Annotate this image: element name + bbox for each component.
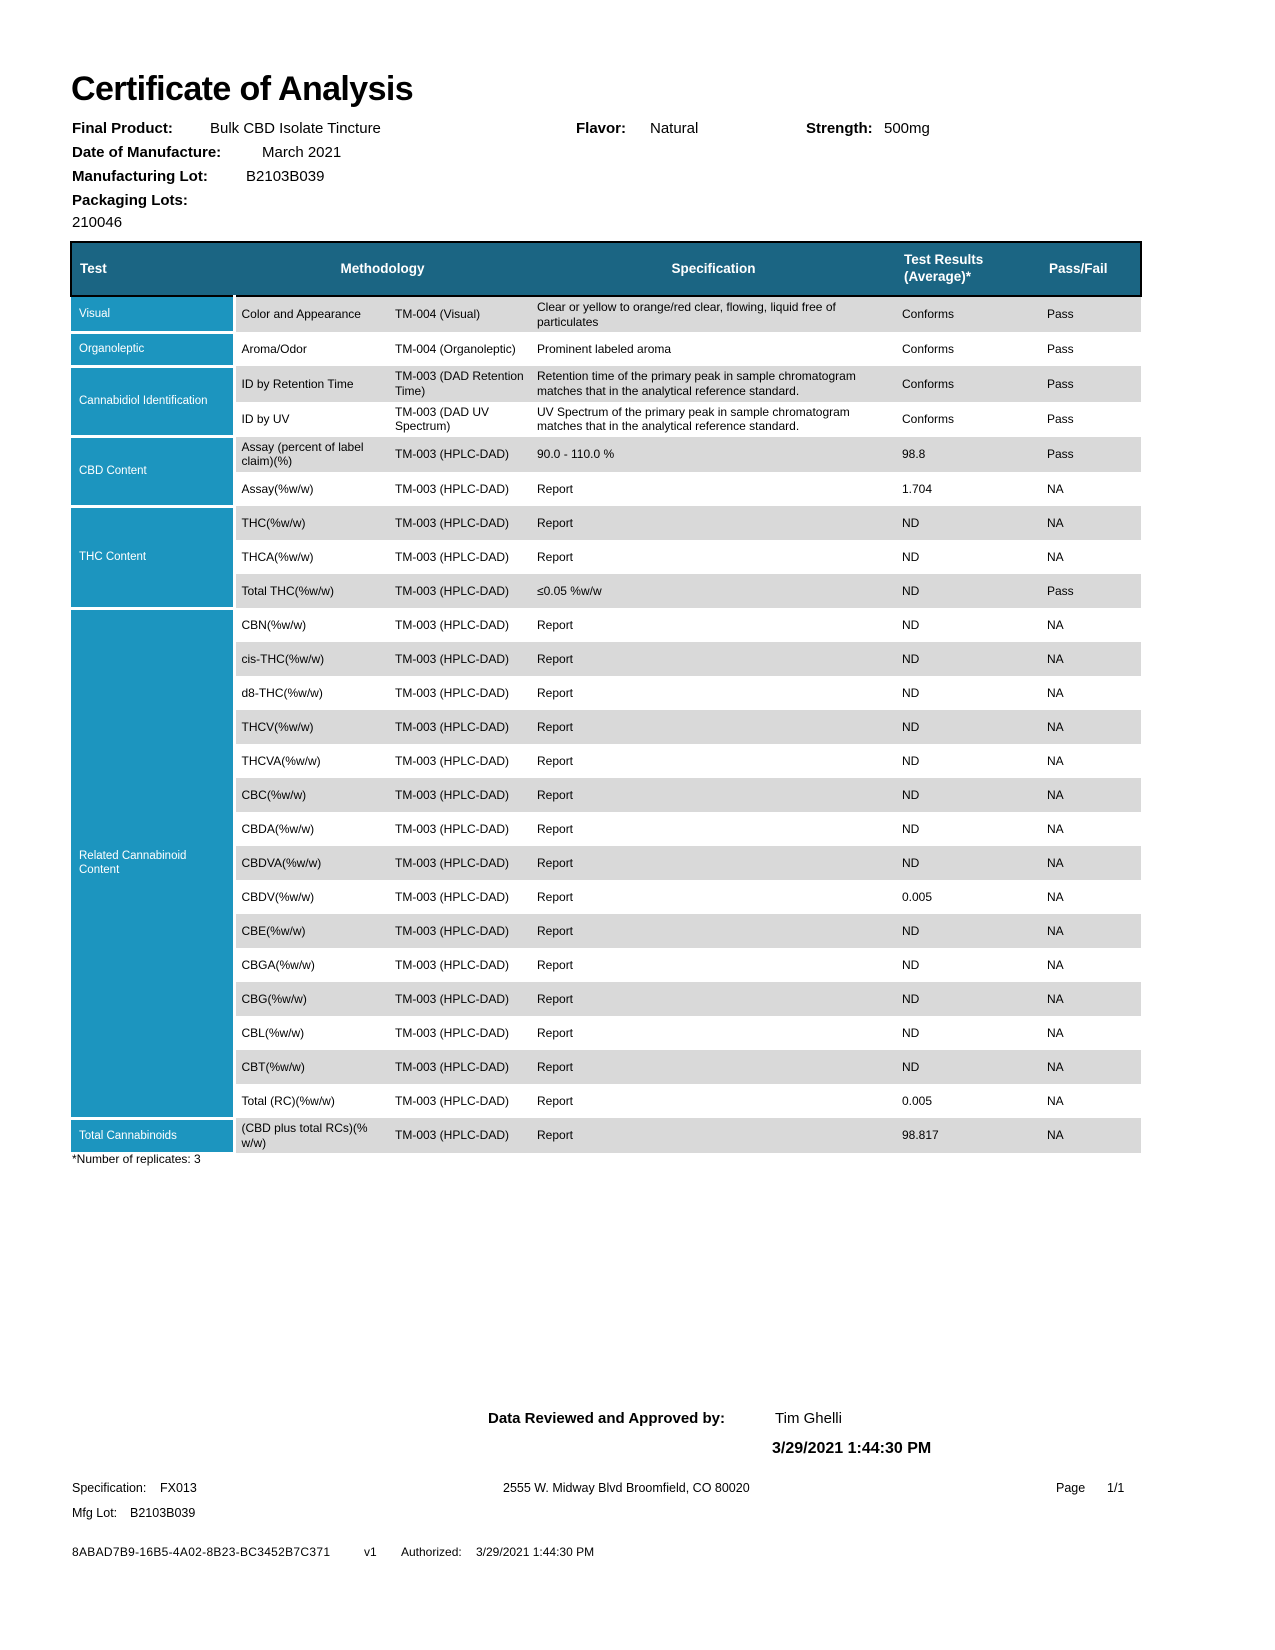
specification-cell: Report <box>531 846 896 880</box>
specification-cell: Clear or yellow to orange/red clear, flowing, liquid free of particulates <box>531 296 896 332</box>
strength-value: 500mg <box>884 120 930 137</box>
page-label: Page <box>1056 1481 1086 1495</box>
final-product-value: Bulk CBD Isolate Tincture <box>210 120 381 137</box>
approval-datetime: 3/29/2021 1:44:30 PM <box>772 1440 932 1457</box>
passfail-cell: NA <box>1041 676 1141 710</box>
specification-cell: Report <box>531 1084 896 1118</box>
result-cell: 1.704 <box>896 472 1041 506</box>
passfail-cell: NA <box>1041 642 1141 676</box>
methodology-cell: TM-003 (DAD Retention Time) <box>389 366 531 401</box>
passfail-cell: NA <box>1041 744 1141 778</box>
specification-cell: Report <box>531 1118 896 1153</box>
passfail-cell: NA <box>1041 846 1141 880</box>
approver-name: Tim Ghelli <box>775 1410 842 1427</box>
table-row <box>71 332 1141 366</box>
attribute-cell: Assay(%w/w) <box>234 472 389 506</box>
methodology-cell: TM-003 (HPLC-DAD) <box>389 506 531 540</box>
result-cell: ND <box>896 744 1041 778</box>
result-cell: ND <box>896 1016 1041 1050</box>
methodology-cell: TM-004 (Visual) <box>389 296 531 332</box>
strength-label: Strength: <box>806 120 873 137</box>
date-of-manufacture-label: Date of Manufacture: <box>72 144 222 161</box>
result-cell: ND <box>896 948 1041 982</box>
specification-cell: ≤0.05 %w/w <box>531 574 896 608</box>
methodology-cell: TM-003 (DAD UV Spectrum) <box>389 402 531 437</box>
passfail-cell: NA <box>1041 812 1141 846</box>
specification-cell: Report <box>531 1016 896 1050</box>
attribute-cell: CBG(%w/w) <box>234 982 389 1016</box>
table-row <box>71 296 1141 332</box>
specification-cell: Report <box>531 982 896 1016</box>
results-table <box>70 241 1142 1155</box>
packaging-lots-label: Packaging Lots: <box>72 192 188 209</box>
passfail-cell: NA <box>1041 1118 1141 1153</box>
passfail-cell: Pass <box>1041 402 1141 437</box>
results-table-body <box>71 296 1141 1153</box>
methodology-cell: TM-003 (HPLC-DAD) <box>389 710 531 744</box>
passfail-cell: NA <box>1041 540 1141 574</box>
specification-value: FX013 <box>160 1481 197 1495</box>
authorized-label: Authorized: <box>401 1545 462 1559</box>
specification-cell: Report <box>531 710 896 744</box>
passfail-cell: NA <box>1041 778 1141 812</box>
attribute-cell: CBDA(%w/w) <box>234 812 389 846</box>
attribute-cell: Assay (percent of label claim)(%) <box>234 437 389 472</box>
attribute-cell: CBN(%w/w) <box>234 608 389 642</box>
methodology-cell: TM-003 (HPLC-DAD) <box>389 676 531 710</box>
specification-cell: UV Spectrum of the primary peak in sample chromatogram matches that in the analytical reference standard. <box>531 402 896 437</box>
specification-label: Specification: <box>72 1481 147 1495</box>
table-row <box>71 608 1141 642</box>
attribute-cell: Total THC(%w/w) <box>234 574 389 608</box>
passfail-cell: NA <box>1041 914 1141 948</box>
attribute-cell: THCA(%w/w) <box>234 540 389 574</box>
methodology-cell: TM-003 (HPLC-DAD) <box>389 846 531 880</box>
attribute-cell: (CBD plus total RCs)(% w/w) <box>234 1118 389 1153</box>
company-address: 2555 W. Midway Blvd Broomfield, CO 80020 <box>503 1481 750 1495</box>
final-product-label: Final Product: <box>72 120 173 137</box>
manufacturing-lot-value: B2103B039 <box>246 168 325 185</box>
attribute-cell: THCVA(%w/w) <box>234 744 389 778</box>
specification-cell: Report <box>531 948 896 982</box>
methodology-cell: TM-004 (Organoleptic) <box>389 332 531 366</box>
passfail-cell: NA <box>1041 472 1141 506</box>
test-group-cell: CBD Content <box>71 437 234 506</box>
methodology-cell: TM-003 (HPLC-DAD) <box>389 880 531 914</box>
result-cell: 98.8 <box>896 437 1041 472</box>
methodology-cell: TM-003 (HPLC-DAD) <box>389 982 531 1016</box>
methodology-cell: TM-003 (HPLC-DAD) <box>389 744 531 778</box>
result-cell: ND <box>896 608 1041 642</box>
test-group-cell: Organoleptic <box>71 332 234 366</box>
specification-cell: Report <box>531 642 896 676</box>
specification-cell: Report <box>531 744 896 778</box>
result-cell: Conforms <box>896 332 1041 366</box>
passfail-cell: NA <box>1041 880 1141 914</box>
methodology-cell: TM-003 (HPLC-DAD) <box>389 608 531 642</box>
passfail-cell: NA <box>1041 982 1141 1016</box>
test-group-cell: Cannabidiol Identification <box>71 366 234 437</box>
result-cell: ND <box>896 710 1041 744</box>
specification-cell: Report <box>531 472 896 506</box>
passfail-cell: NA <box>1041 608 1141 642</box>
attribute-cell: THCV(%w/w) <box>234 710 389 744</box>
final-product-field <box>72 120 173 138</box>
header-methodology: Methodology <box>234 242 531 296</box>
specification-cell: Report <box>531 778 896 812</box>
header-test-results: Test Results (Average)* <box>896 242 1041 296</box>
methodology-cell: TM-003 (HPLC-DAD) <box>389 948 531 982</box>
attribute-cell: CBDVA(%w/w) <box>234 846 389 880</box>
result-cell: ND <box>896 778 1041 812</box>
attribute-cell: CBT(%w/w) <box>234 1050 389 1084</box>
attribute-cell: THC(%w/w) <box>234 506 389 540</box>
test-group-cell: Related Cannabinoid Content <box>71 608 234 1118</box>
result-cell: Conforms <box>896 402 1041 437</box>
flavor-label: Flavor: <box>576 120 627 137</box>
results-table-header <box>71 242 1141 296</box>
test-group-cell: THC Content <box>71 506 234 608</box>
result-cell: Conforms <box>896 296 1041 332</box>
date-of-manufacture-value: March 2021 <box>262 144 342 161</box>
attribute-cell: CBE(%w/w) <box>234 914 389 948</box>
methodology-cell: TM-003 (HPLC-DAD) <box>389 1016 531 1050</box>
table-row <box>71 366 1141 401</box>
result-cell: ND <box>896 540 1041 574</box>
passfail-cell: NA <box>1041 1016 1141 1050</box>
authorized-datetime: 3/29/2021 1:44:30 PM <box>476 1545 595 1559</box>
specification-cell: Report <box>531 914 896 948</box>
attribute-cell: ID by Retention Time <box>234 366 389 401</box>
specification-cell: Report <box>531 540 896 574</box>
specification-cell: Retention time of the primary peak in sample chromatogram matches that in the analytical reference standard. <box>531 366 896 401</box>
attribute-cell: Aroma/Odor <box>234 332 389 366</box>
methodology-cell: TM-003 (HPLC-DAD) <box>389 812 531 846</box>
header-specification: Specification <box>531 242 896 296</box>
test-group-cell: Visual <box>71 296 234 332</box>
specification-cell: Report <box>531 1050 896 1084</box>
table-row <box>71 1118 1141 1153</box>
specification-cell: Prominent labeled aroma <box>531 332 896 366</box>
attribute-cell: Color and Appearance <box>234 296 389 332</box>
attribute-cell: CBC(%w/w) <box>234 778 389 812</box>
methodology-cell: TM-003 (HPLC-DAD) <box>389 540 531 574</box>
passfail-cell: Pass <box>1041 366 1141 401</box>
attribute-cell: CBGA(%w/w) <box>234 948 389 982</box>
result-cell: ND <box>896 1050 1041 1084</box>
table-row <box>71 437 1141 472</box>
specification-cell: 90.0 - 110.0 % <box>531 437 896 472</box>
result-cell: ND <box>896 642 1041 676</box>
header-test: Test <box>71 242 234 296</box>
specification-cell: Report <box>531 608 896 642</box>
manufacturing-lot-label: Manufacturing Lot: <box>72 168 208 185</box>
passfail-cell: Pass <box>1041 574 1141 608</box>
document-id: 8ABAD7B9-16B5-4A02-8B23-BC3452B7C371 <box>72 1545 331 1559</box>
attribute-cell: CBDV(%w/w) <box>234 880 389 914</box>
passfail-cell: NA <box>1041 506 1141 540</box>
methodology-cell: TM-003 (HPLC-DAD) <box>389 1084 531 1118</box>
attribute-cell: Total (RC)(%w/w) <box>234 1084 389 1118</box>
mfg-lot-label: Mfg Lot: <box>72 1506 118 1520</box>
approved-by-label: Data Reviewed and Approved by: <box>488 1410 725 1427</box>
result-cell: ND <box>896 574 1041 608</box>
result-cell: ND <box>896 914 1041 948</box>
result-cell: ND <box>896 846 1041 880</box>
attribute-cell: CBL(%w/w) <box>234 1016 389 1050</box>
test-group-cell: Total Cannabinoids <box>71 1118 234 1153</box>
specification-cell: Report <box>531 676 896 710</box>
passfail-cell: Pass <box>1041 296 1141 332</box>
document-version: v1 <box>364 1545 377 1559</box>
specification-cell: Report <box>531 506 896 540</box>
packaging-lots-value: 210046 <box>72 214 123 231</box>
result-cell: 0.005 <box>896 1084 1041 1118</box>
result-cell: ND <box>896 982 1041 1016</box>
methodology-cell: TM-003 (HPLC-DAD) <box>389 574 531 608</box>
methodology-cell: TM-003 (HPLC-DAD) <box>389 914 531 948</box>
result-cell: 98.817 <box>896 1118 1041 1153</box>
result-cell: ND <box>896 812 1041 846</box>
methodology-cell: TM-003 (HPLC-DAD) <box>389 1050 531 1084</box>
passfail-cell: NA <box>1041 710 1141 744</box>
table-row <box>71 506 1141 540</box>
passfail-cell: NA <box>1041 1050 1141 1084</box>
result-cell: ND <box>896 676 1041 710</box>
page-number: 1/1 <box>1107 1481 1125 1495</box>
attribute-cell: ID by UV <box>234 402 389 437</box>
passfail-cell: Pass <box>1041 437 1141 472</box>
methodology-cell: TM-003 (HPLC-DAD) <box>389 778 531 812</box>
passfail-cell: NA <box>1041 948 1141 982</box>
passfail-cell: NA <box>1041 1084 1141 1118</box>
methodology-cell: TM-003 (HPLC-DAD) <box>389 642 531 676</box>
attribute-cell: d8-THC(%w/w) <box>234 676 389 710</box>
specification-cell: Report <box>531 880 896 914</box>
methodology-cell: TM-003 (HPLC-DAD) <box>389 472 531 506</box>
attribute-cell: cis-THC(%w/w) <box>234 642 389 676</box>
flavor-value: Natural <box>650 120 699 137</box>
methodology-cell: TM-003 (HPLC-DAD) <box>389 437 531 472</box>
passfail-cell: Pass <box>1041 332 1141 366</box>
result-cell: ND <box>896 506 1041 540</box>
specification-cell: Report <box>531 812 896 846</box>
mfg-lot-value: B2103B039 <box>130 1506 196 1520</box>
header-pass-fail: Pass/Fail <box>1041 242 1141 296</box>
page-title: Certificate of Analysis <box>71 70 414 108</box>
result-cell: 0.005 <box>896 880 1041 914</box>
methodology-cell: TM-003 (HPLC-DAD) <box>389 1118 531 1153</box>
result-cell: Conforms <box>896 366 1041 401</box>
replicates-footnote: *Number of replicates: 3 <box>72 1152 201 1166</box>
